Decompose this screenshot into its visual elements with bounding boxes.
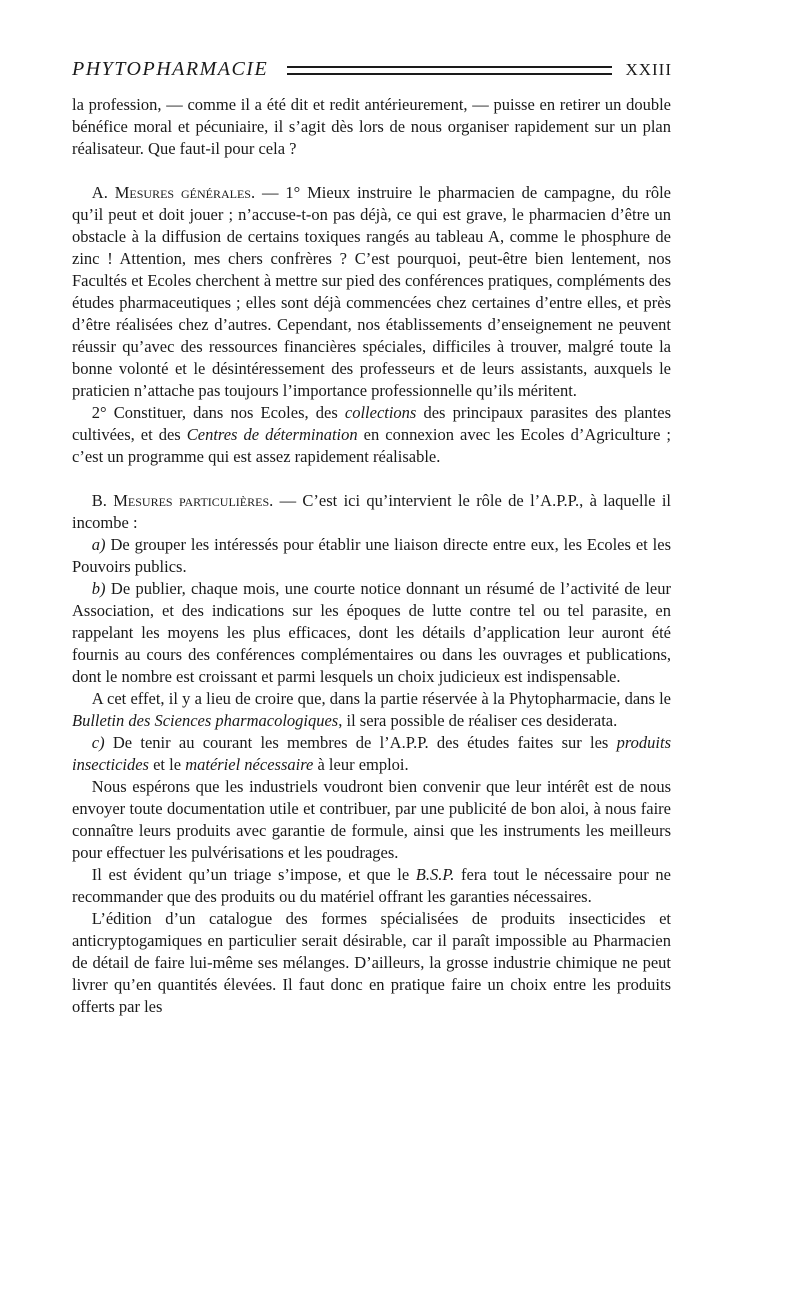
text-run: fera tout le nécessaire pour ne recommander que des produits ou du matériel offrant les garanties nécessaires. bbox=[72, 865, 671, 906]
text-run: , il sera possible de réaliser ces desiderata. bbox=[338, 711, 618, 730]
section-a bbox=[72, 182, 671, 402]
paragraph-industriels: Nous espérons que les industriels voudront bien convenir que leur intérêt est de nous envoyer toute documentation utile et contribuer, par une publicité de bon aloi, à nous faire connaître leurs produits avec garantie de formule, ainsi que les instruments les meilleurs pour effectuer les pulvérisations et les poudrages. bbox=[72, 777, 671, 862]
text-run: en connexion avec les Ecoles d’Agriculture ; c’est un programme qui est assez rapidement réalisable. bbox=[72, 425, 671, 466]
italic-collections: collections bbox=[344, 403, 417, 422]
italic-bsp: B.S.P. bbox=[415, 865, 455, 884]
section-a-heading: A. Mesures générales. bbox=[91, 183, 256, 202]
italic-centres: Centres de détermination bbox=[186, 425, 358, 444]
page-number: XXIII bbox=[625, 60, 672, 79]
text-run: Il est évident qu’un triage s’impose, et que le bbox=[91, 865, 416, 884]
section-b-heading: B. Mesures particulières. bbox=[91, 491, 274, 510]
list-item-a bbox=[72, 534, 671, 578]
list-item-b bbox=[72, 578, 671, 688]
section-a-text: — 1° Mieux instruire le pharmacien de campagne, du rôle qu’il peut et doit jouer ; n’accuse-t-on pas déjà, ce qui est grave, le pharmacien d’être un obstacle à la diffusion de certains toxiques rangés au tableau A, comme le phosphure de zinc ! Attention, mes chers confrères ? C’est pourquoi, peut-être bien lentement, nos Facultés et Ecoles cherchent à mettre sur pied des conférences pratiques, compléments des études pharmaceutiques ; elles sont déjà commencées chez certaines d’entre elles, et près d’être réalisées chez d’autres. Cependant, nos établissements d’enseignement ne peuvent réussir qu’avec des ressources financières spéciales, difficiles à trouver, malgré toute la bonne volonté et le désintéressement des professeurs et de leurs assistants, auxquels le praticien n’attache pas toujours l’importance professionnelle qu’ils méritent. bbox=[72, 183, 671, 400]
paragraph-triage bbox=[72, 864, 671, 908]
body-text bbox=[72, 94, 671, 1018]
list-item-text: De publier, chaque mois, une courte notice donnant un résumé de l’activité de leur Association, et des indications sur les époques de lutte contre tel ou tel parasite, en rappelant les moyens les plus efficaces, dont les détails d’application leur auront été fournis au cours des conférences complémentaires ou dans les ouvrages et publications, dont le nombre est croissant et parmi lesquels un choix judicieux est indispensable. bbox=[72, 579, 671, 686]
paragraph-intro: la profession, — comme il a été dit et redit antérieurement, — puisse en retirer un double bénéfice moral et pécuniaire, il s’agit dès lors de nous organiser rapidement sur un plan réalisateur. Que faut-il pour cela ? bbox=[72, 95, 671, 158]
paragraph-catalogue: L’édition d’un catalogue des formes spécialisées de produits insecticides et anticryptogamiques en particulier serait désirable, car il paraît impossible au Pharmacien de détail de faire lui-même ses mélanges. D’ailleurs, la grosse industrie chimique ne peut livrer qu’en quantités élevées. Il faut donc en pratique faire un choix entre les produits offerts par les bbox=[72, 909, 671, 1016]
text-run: des principaux parasites des plantes cultivées, et des bbox=[72, 403, 671, 444]
list-item-text: De grouper les intéressés pour établir une liaison directe entre eux, les Ecoles et les Pouvoirs publics. bbox=[72, 535, 671, 576]
paragraph-bulletin bbox=[72, 688, 671, 732]
page-header bbox=[72, 58, 672, 82]
list-item-text: De tenir au courant les membres de l’A.P.P. des études faites sur les bbox=[104, 733, 617, 752]
list-marker: c) bbox=[91, 733, 105, 752]
text-run: et le bbox=[148, 755, 186, 774]
paragraph-collections bbox=[72, 402, 671, 468]
italic-bulletin-title: Bulletin des Sciences pharmacologiques bbox=[72, 711, 339, 730]
running-title: PHYTOPHARMACIE bbox=[72, 58, 269, 80]
list-marker: b) bbox=[91, 579, 106, 598]
list-marker: a) bbox=[91, 535, 106, 554]
text-run: à leur emploi. bbox=[313, 755, 409, 774]
section-b bbox=[72, 490, 671, 534]
list-item-c bbox=[72, 732, 671, 776]
italic-produits: produits insecticides bbox=[72, 733, 671, 774]
italic-materiel: matériel nécessaire bbox=[185, 755, 314, 774]
header-rule bbox=[287, 66, 612, 75]
text-run: A cet effet, il y a lieu de croire que, dans la partie réservée à la Phytopharmacie, dans le bbox=[91, 689, 671, 708]
text-run: 2° Constituer, dans nos Ecoles, des bbox=[91, 403, 345, 422]
section-b-text: — C’est ici qu’intervient le rôle de l’A.P.P., à laquelle il incombe : bbox=[72, 491, 671, 532]
